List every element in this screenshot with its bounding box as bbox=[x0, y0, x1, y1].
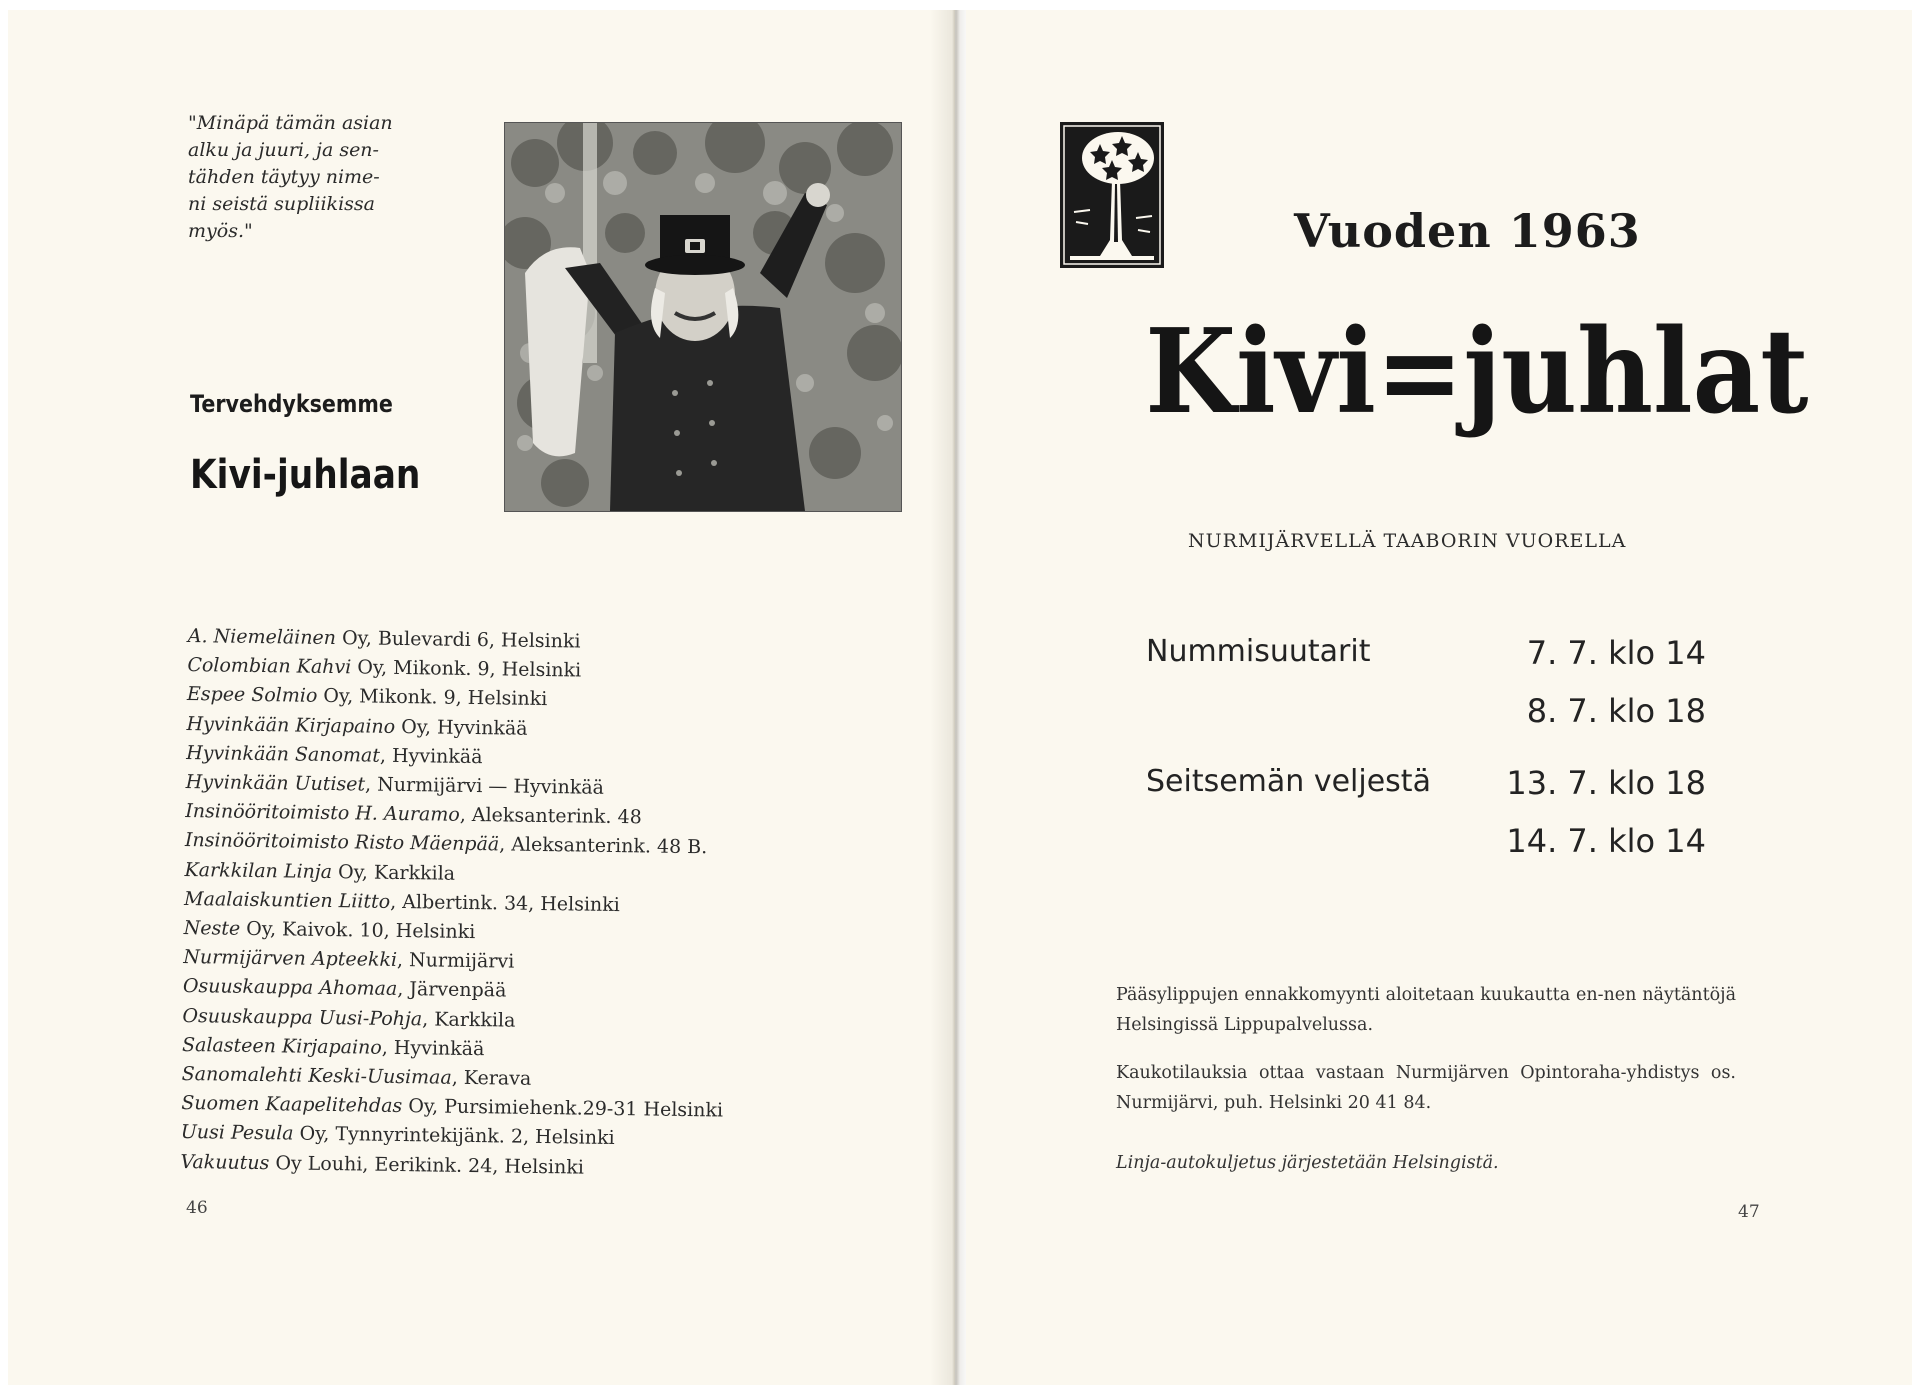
schedule-row bbox=[1146, 692, 1706, 750]
sponsor-item: Hyvinkään Kirjapaino Oy, Hyvinkää bbox=[186, 712, 528, 740]
tree-emblem-icon bbox=[1060, 122, 1164, 268]
ticket-sales-text: Pääsylippujen ennakkomyynti aloitetaan kuukautta en-nen näytäntöjä Helsingissä Lippupalvelussa. bbox=[1116, 985, 1736, 1035]
photo-man-top-hat bbox=[504, 122, 902, 512]
quote-text: "Minäpä tämän asian alku ja juuri, ja sen- tähden täytyy nime- ni seistä supliikissa myös." bbox=[188, 112, 393, 242]
schedule-row bbox=[1146, 822, 1706, 880]
greeting-big: Kivi-juhlaan bbox=[190, 452, 421, 498]
sponsor-item: Hyvinkään Sanomat, Hyvinkää bbox=[186, 741, 483, 768]
sponsor-item: Osuuskauppa Ahomaa, Järvenpää bbox=[182, 975, 507, 1002]
sponsor-item: Uusi Pesula Oy, Tynnyrintekijänk. 2, Helsinki bbox=[180, 1121, 615, 1150]
sponsor-item: Insinööritoimisto Risto Mäenpää, Aleksanterink. 48 B. bbox=[184, 829, 708, 859]
gutter-shadow bbox=[930, 10, 970, 1385]
sponsor-item: Hyvinkään Uutiset, Nurmijärvi — Hyvinkää bbox=[185, 771, 605, 799]
sponsor-item: Colombian Kahvi Oy, Mikonk. 9, Helsinki bbox=[187, 654, 582, 682]
sponsor-item: Neste Oy, Kaivok. 10, Helsinki bbox=[183, 917, 476, 944]
play-time: 7. 7. klo 14 bbox=[1526, 634, 1706, 672]
sponsor-item: Maalaiskuntien Liitto, Albertink. 34, Helsinki bbox=[183, 887, 621, 916]
performance-schedule bbox=[1146, 634, 1706, 880]
sponsor-item: A. Niemeläinen Oy, Bulevardi 6, Helsinki bbox=[187, 624, 581, 653]
play-time: 13. 7. klo 18 bbox=[1506, 764, 1706, 802]
sponsor-item: Vakuutus Oy Louhi, Eerikink. 24, Helsinki bbox=[180, 1150, 585, 1179]
play-time: 8. 7. klo 18 bbox=[1526, 692, 1706, 730]
schedule-row bbox=[1146, 634, 1706, 692]
festival-title: Kivi=juhlat bbox=[1145, 304, 1809, 440]
sponsor-item: Espee Solmio Oy, Mikonk. 9, Helsinki bbox=[186, 683, 548, 711]
bus-transport-text: Linja-autokuljetus järjestetään Helsingistä. bbox=[1116, 1153, 1499, 1173]
remote-orders-text: Kaukotilauksia ottaa vastaan Nurmijärven Opintoraha-yhdistys os. Nurmijärvi, puh. Helsinki 20 41 84. bbox=[1116, 1063, 1736, 1113]
greeting-small: Tervehdyksemme bbox=[190, 390, 393, 418]
play-name: Nummisuutarit bbox=[1146, 634, 1371, 669]
location-line: NURMIJÄRVELLÄ TAABORIN VUORELLA bbox=[1188, 530, 1627, 552]
sponsor-item: Insinööritoimisto H. Auramo, Aleksanterink. 48 bbox=[185, 800, 642, 829]
sponsor-item: Nurmijärven Apteekki, Nurmijärvi bbox=[183, 946, 515, 973]
play-name: Seitsemän veljestä bbox=[1146, 764, 1431, 799]
page-number-right: 47 bbox=[1738, 1202, 1760, 1222]
play-time: 14. 7. klo 14 bbox=[1506, 822, 1706, 860]
page-number-left: 46 bbox=[186, 1198, 208, 1218]
sponsor-item: Osuuskauppa Uusi-Pohja, Karkkila bbox=[182, 1004, 516, 1032]
sponsor-item: Suomen Kaapelitehdas Oy, Pursimiehenk.29-31 Helsinki bbox=[181, 1092, 724, 1122]
right-page bbox=[966, 10, 1912, 1385]
sponsor-list bbox=[180, 622, 730, 1184]
left-page bbox=[8, 10, 955, 1385]
schedule-row bbox=[1146, 764, 1706, 822]
sponsor-item: Sanomalehti Keski-Uusimaa, Kerava bbox=[181, 1063, 532, 1090]
sponsor-item: Salasteen Kirjapaino, Hyvinkää bbox=[181, 1033, 485, 1061]
year-heading: Vuoden 1963 bbox=[1294, 204, 1641, 258]
sponsor-item: Karkkilan Linja Oy, Karkkila bbox=[184, 858, 456, 885]
